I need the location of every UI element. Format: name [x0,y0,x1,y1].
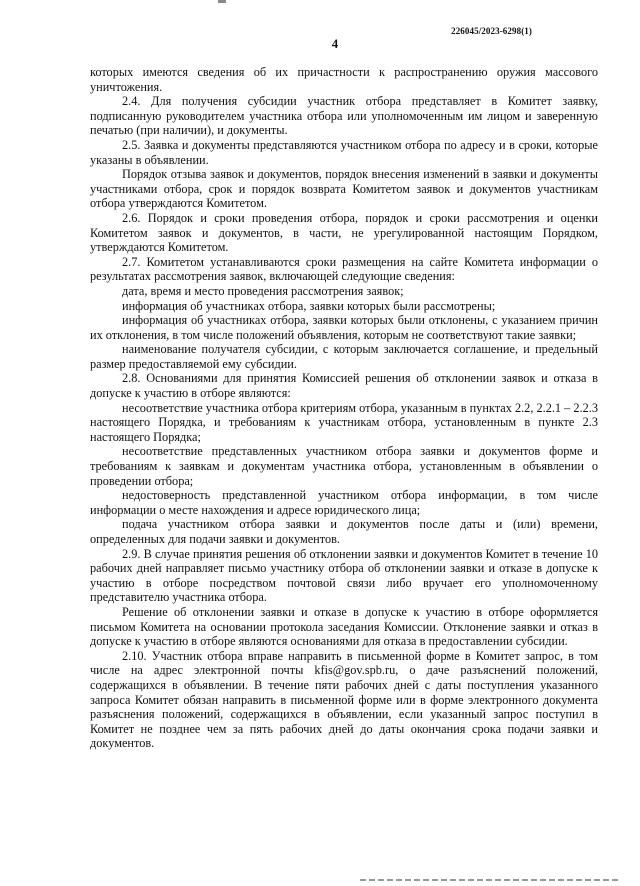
document-body [90,65,598,751]
list-item-documents-mismatch: несоответствие представленных участником отбора заявки и документов форме и требованиям к заявкам и документам участника отбора, установленным в объявлении о проведении отбора; [90,444,598,488]
paragraph-2-4: 2.4. Для получения субсидии участник отбора представляет в Комитет заявку, подписанную руководителем участника отбора или уполномоченным им лицом и заверенную печатью (при наличии), и документы. [90,94,598,138]
paragraph-2-7: 2.7. Комитетом устанавливаются сроки размещения на сайте Комитета информации о результатах рассмотрения заявок, включающей следующие сведения: [90,254,598,284]
paragraph-2-5: 2.5. Заявка и документы представляются участником отбора по адресу и в сроки, которые указаны в объявлении. [90,137,598,167]
list-item-reviewed-participants: информация об участниках отбора, заявки которых были рассмотрены; [122,298,496,313]
scan-artifact-bottom [360,879,620,881]
paragraph-2-10: 2.10. Участник отбора вправе направить в письменной форме в Комитет запрос, в том числе на адрес электронной почты kfis@gov.spb.ru, о даче разъяснений положений, содержащихся в объявлении. В течение пяти рабочих дней с даты поступления указанного запроса Комитет обязан направить в письменной форме или в форме электронного документа разъяснения положений, содержащихся в объявлении, если указанный запрос поступил в Комитет не позднее чем за пять рабочих дней до даты окончания срока подачи заявки и документов. [90,648,598,751]
paragraph-2-8: 2.8. Основаниями для принятия Комиссией решения об отклонении заявок и отказа в допуске к участию в отборе являются: [90,371,598,401]
list-item-date-time-place: дата, время и место проведения рассмотрения заявок; [122,283,404,298]
paragraph-withdrawal-order: Порядок отзыва заявок и документов, порядок внесения изменений в заявки и документы участниками отбора, срок и порядок возврата Комитетом заявок и документов участникам отбора утверждаются Комитетом. [90,167,598,211]
scan-artifact-top [218,0,226,3]
list-item-false-information: недостоверность представленной участником отбора информации, в том числе информации о месте нахождения и адресе юридического лица; [90,488,598,517]
list-item-rejected-participants: информация об участниках отбора, заявки которых были отклонены, с указанием причин их отклонения, в том числе положений объявления, которым не соответствуют такие заявки; [90,313,598,342]
paragraph-continuation: которых имеются сведения об их причастности к распространению оружия массового уничтожения. [90,65,598,94]
paragraph-2-9: 2.9. В случае принятия решения об отклонении заявки и документов Комитет в течение 10 рабочих дней направляет письмо участнику отбора об отклонении заявки и отказе в допуске к участию в отборе посредством почтовой связи либо вручает его уполномоченному представителю участника отбора. [90,546,598,605]
list-item-criteria-mismatch: несоответствие участника отбора критериям отбора, указанным в пунктах 2.2, 2.2.1 – 2.2.3 настоящего Порядка, и требованиям к участникам отбора, установленным в пункте 2.3 настоящего Порядка; [90,400,598,444]
list-item-late-submission: подача участником отбора заявки и документов после даты и (или) времени, определенных для подачи заявки и документов. [90,517,598,546]
paragraph-rejection-decision: Решение об отклонении заявки и отказе в допуске к участию в отборе оформляется письмом Комитета на основании протокола заседания Комиссии. Отклонение заявки и отказ в допуске к участию в отборе являются основаниями для отказа в предоставлении субсидии. [90,604,598,649]
page-number: 4 [331,37,339,51]
list-item-recipient-name: наименование получателя субсидии, с которым заключается соглашение, и предельный размер предоставляемой ему субсидии. [90,342,598,371]
document-registration-number: 226045/2023-6298(1) [451,26,532,36]
paragraph-2-6: 2.6. Порядок и сроки проведения отбора, порядок и сроки рассмотрения и оценки Комитетом заявок и документов, в части, не урегулированной настоящим Порядком, утверждаются Комитетом. [90,210,598,255]
